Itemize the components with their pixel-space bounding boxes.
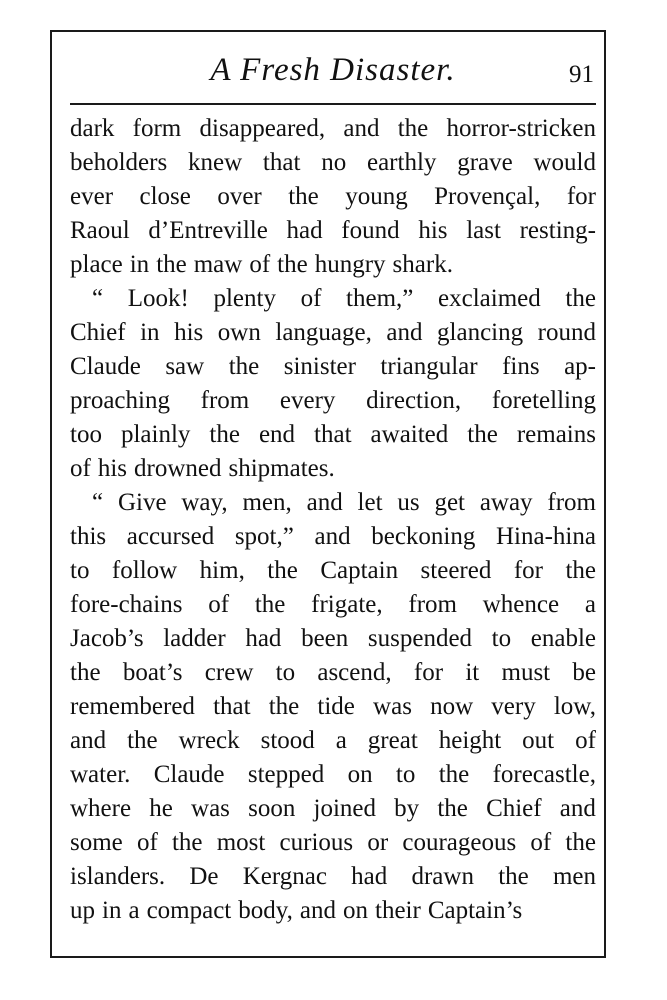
running-header bbox=[70, 48, 596, 100]
text-line: this accursed spot,” and beckoning Hina-hina bbox=[70, 523, 596, 550]
header-rule bbox=[70, 103, 596, 105]
text-line: islanders. De Kergnac had drawn the men bbox=[70, 863, 596, 890]
text-line: ever close over the young Provençal, for bbox=[70, 183, 596, 210]
chapter-title: A Fresh Disaster. bbox=[210, 52, 456, 88]
text-line: fore-chains of the frigate, from whence a bbox=[70, 591, 596, 618]
text-line: some of the most curious or courageous of the bbox=[70, 829, 596, 856]
text-line: Claude saw the sinister triangular fins ap- bbox=[70, 353, 596, 380]
text-line: Raoul d’Entreville had found his last resting- bbox=[70, 217, 596, 244]
body-text bbox=[70, 112, 596, 928]
text-line: Jacob’s ladder had been suspended to enable bbox=[70, 625, 596, 652]
text-line: beholders knew that no earthly grave would bbox=[70, 149, 596, 176]
text-line: and the wreck stood a great height out of bbox=[70, 727, 596, 754]
text-line: water. Claude stepped on to the forecastle, bbox=[70, 761, 596, 788]
text-line: proaching from every direction, foretelling bbox=[70, 387, 596, 414]
paragraph bbox=[70, 486, 596, 928]
text-line: “ Give way, men, and let us get away from bbox=[92, 489, 596, 516]
paragraph bbox=[70, 112, 596, 282]
text-line: remembered that the tide was now very low, bbox=[70, 693, 596, 720]
text-line: “ Look! plenty of them,” exclaimed the bbox=[92, 285, 596, 312]
text-line: the boat’s crew to ascend, for it must be bbox=[70, 659, 596, 686]
text-line: too plainly the end that awaited the remains bbox=[70, 421, 596, 448]
paragraph bbox=[70, 282, 596, 486]
text-line: where he was soon joined by the Chief and bbox=[70, 795, 596, 822]
text-line: of his drowned shipmates. bbox=[70, 455, 335, 482]
text-line: place in the maw of the hungry shark. bbox=[70, 251, 453, 278]
page-number: 91 bbox=[569, 61, 594, 88]
text-line: to follow him, the Captain steered for the bbox=[70, 557, 596, 584]
text-line: up in a compact body, and on their Captain’s bbox=[70, 897, 523, 924]
text-line: dark form disappeared, and the horror-stricken bbox=[70, 115, 596, 142]
text-line: Chief in his own language, and glancing round bbox=[70, 319, 596, 346]
